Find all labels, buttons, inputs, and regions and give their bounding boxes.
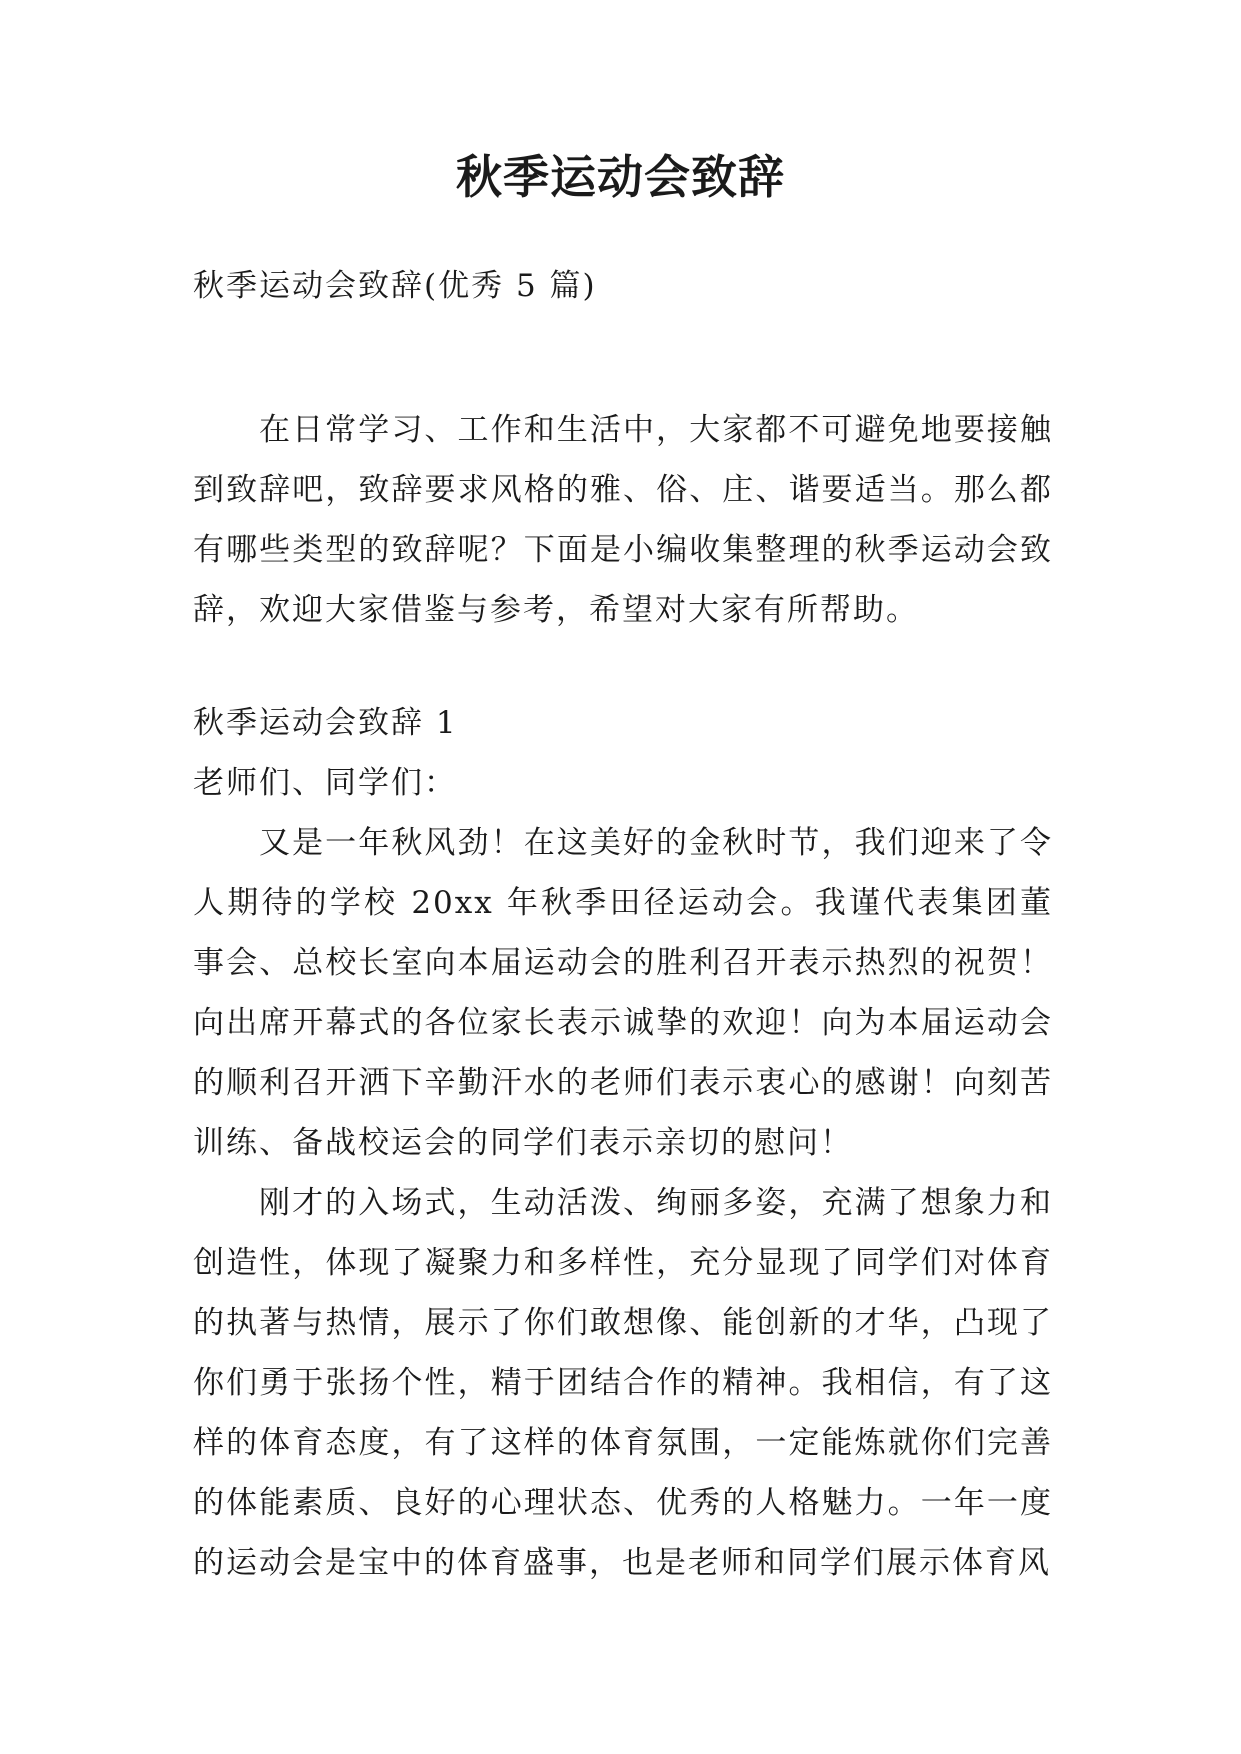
body-paragraph: 刚才的入场式，生动活泼、绚丽多姿，充满了想象力和创造性，体现了凝聚力和多样性，充分显现了同学们对体育的执著与热情，展示了你们敢想像、能创新的才华，凸现了你们勇于张扬个性，精于团结合作的精神。我相信，有了这样的体育态度，有了这样的体育氛围，一定能炼就你们完善的体能素质、良好的心理状态、优秀的人格魅力。一年一度的运动会是宝中的体育盛事，也是老师和同学们展示体育风: [193, 1185, 1053, 1581]
section-heading: 秋季运动会致辞 1: [193, 705, 458, 741]
intro-block: [193, 400, 1053, 640]
document-subtitle: [193, 256, 1053, 316]
body-paragraph: 又是一年秋风劲！在这美好的金秋时节，我们迎来了令人期待的学校 20xx 年秋季田径运动会。我谨代表集团董事会、总校长室向本届运动会的胜利召开表示热烈的祝贺！向出席开幕式的各位家长表示诚挚的欢迎！向为本届运动会的顺利召开洒下辛勤汗水的老师们表示衷心的感谢！向刻苦训练、备战校运会的同学们表示亲切的慰问！: [193, 825, 1053, 1161]
salutation: 老师们、同学们：: [193, 765, 457, 801]
subtitle-text: 秋季运动会致辞(优秀 5 篇): [193, 268, 597, 304]
intro-paragraph: 在日常学习、工作和生活中，大家都不可避免地要接触到致辞吧，致辞要求风格的雅、俗、庄、谐要适当。那么都有哪些类型的致辞呢？下面是小编收集整理的秋季运动会致辞，欢迎大家借鉴与参考，希望对大家有所帮助。: [193, 412, 1053, 628]
document-title: 秋季运动会致辞: [456, 150, 785, 204]
section-1: [193, 693, 1053, 1593]
